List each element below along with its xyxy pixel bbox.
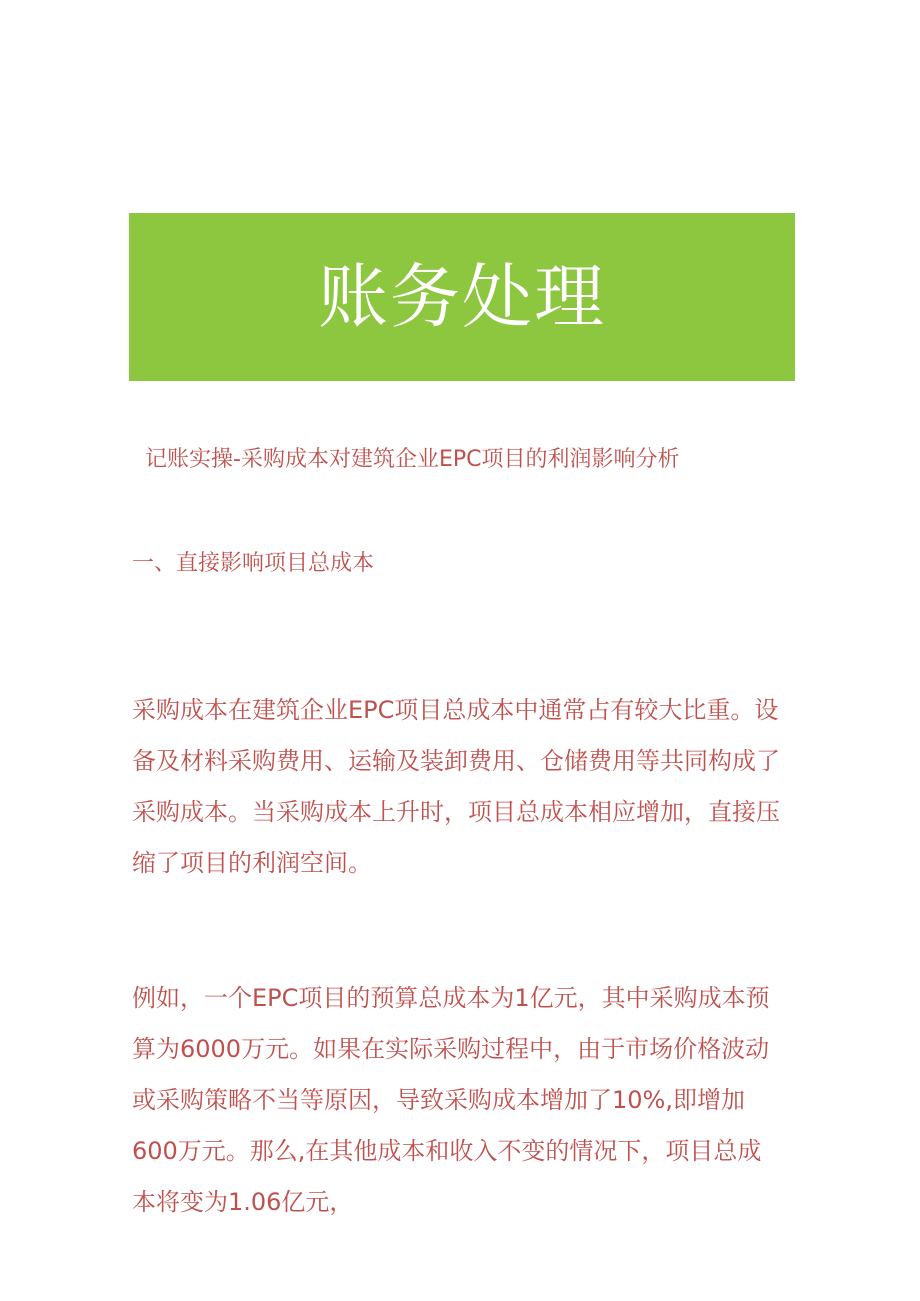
section-heading: 一、直接影响项目总成本: [132, 551, 375, 576]
body-paragraph: 例如，一个EPC项目的预算总成本为1亿元，其中采购成本预算为6000万元。如果在实际采购过程中，由于市场价格波动或采购策略不当等原因，导致采购成本增加了10%,即增加600万元。那么,在其他成本和收入不变的情况下，项目总成本将变为1.06亿元，: [132, 984, 770, 1216]
title-banner: [129, 213, 795, 381]
banner-title: 账务处理: [318, 256, 606, 338]
document-subtitle: 记账实操-采购成本对建筑企业EPC项目的利润影响分析: [145, 447, 680, 472]
body-paragraph: 采购成本在建筑企业EPC项目总成本中通常占有较大比重。设备及材料采购费用、运输及装卸费用、仓储费用等共同构成了采购成本。当采购成本上升时，项目总成本相应增加，直接压缩了项目的利润空间。: [132, 696, 780, 877]
